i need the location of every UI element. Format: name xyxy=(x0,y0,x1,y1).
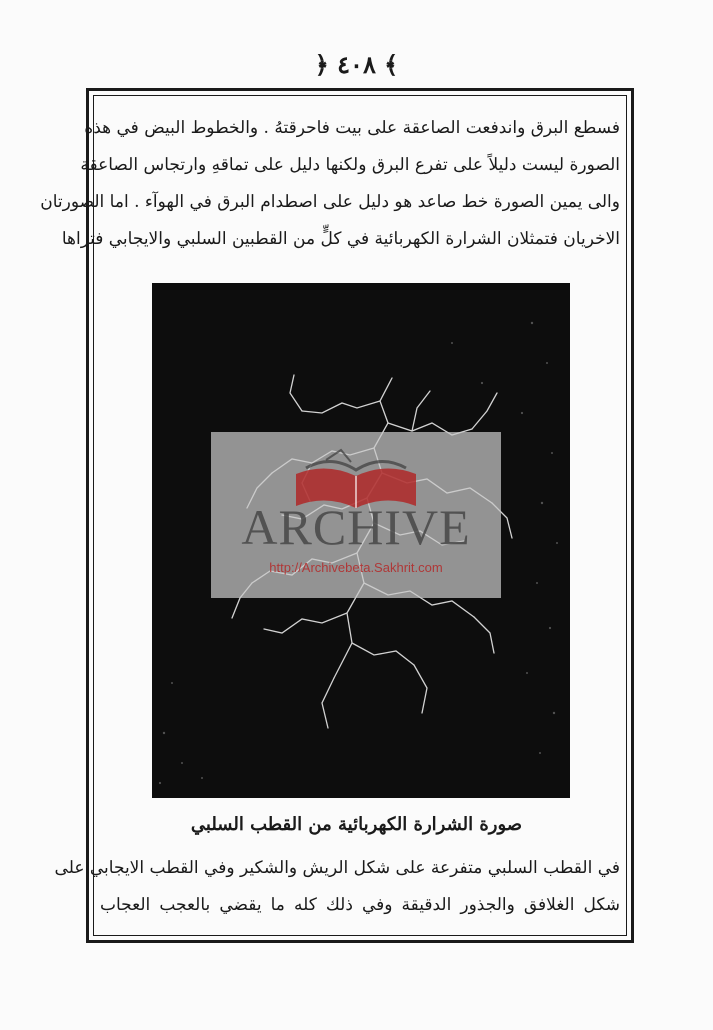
paragraph-line: فسطع البرق واندفعت الصاعقة على بيت فاحرقتهُ . والخطوط البيض في هذه xyxy=(84,118,620,138)
paragraph-line: الصورة ليست دليلاً على تفرع البرق ولكنها دليل على تماقهِ وارتجاس الصاعقة xyxy=(80,155,620,175)
archive-watermark xyxy=(211,432,501,598)
figure-caption: صورة الشرارة الكهربائية من القطب السلبي xyxy=(190,814,523,835)
paragraph-line: والى يمين الصورة خط صاعد هو دليل على اصطدام البرق في الهوآء . اما الصورتان xyxy=(40,192,620,212)
page-number: ﴿ ٤٠٨ ﴾ xyxy=(314,50,399,79)
watermark-url: http://Archivebeta.Sakhrit.com xyxy=(269,560,443,575)
paragraph-line: الاخريان فتمثلان الشرارة الكهربائية في كلٍّ من القطبين السلبي والايجابي فتراها xyxy=(61,229,620,249)
top-paragraph xyxy=(40,110,620,258)
watermark-title: ARCHIVE xyxy=(241,499,471,555)
paragraph-line: شكل الغلافق والجذور الدقيقة وفي ذلك كله ما يقضي بالعجب العجاب xyxy=(100,895,620,915)
paragraph-line: في القطب السلبي متفرعة على شكل الريش والشكير وفي القطب الايجابي على xyxy=(54,858,620,878)
bottom-paragraph xyxy=(54,850,620,924)
